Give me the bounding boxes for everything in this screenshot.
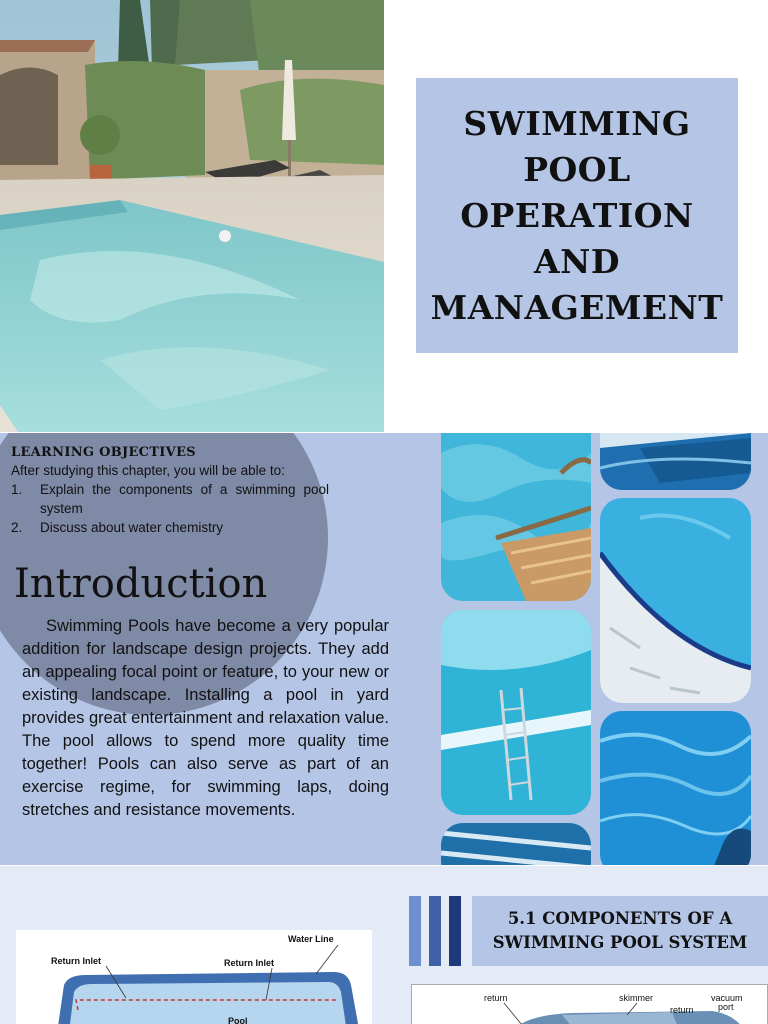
cover-title-line: OPERATION (460, 195, 694, 235)
objective-item (11, 480, 329, 518)
pool-underwater-image (441, 610, 591, 815)
cover-title (431, 101, 724, 331)
pool-ladder-photo (441, 433, 591, 601)
pool-system-diagram (16, 930, 372, 1024)
label-skimmer: skimmer (619, 993, 653, 1003)
label-return: return (484, 993, 508, 1003)
section-title (493, 907, 748, 955)
pool-underwater-photo (441, 610, 591, 815)
pool-ladder-image (441, 433, 591, 601)
label-return-inlet-left: Return Inlet (51, 956, 102, 966)
label-vacuum: vacuum (711, 993, 743, 1003)
label-port: port (718, 1002, 734, 1012)
pool-water-photo (600, 711, 751, 865)
section-title-box (472, 896, 768, 966)
pool-edge-photo (600, 498, 751, 703)
label-pool: Pool (228, 1016, 248, 1024)
introduction-heading: Introduction (14, 561, 268, 607)
pool-components-image (412, 985, 768, 1024)
label-return-2: return (670, 1005, 694, 1015)
objectives-list (11, 480, 329, 537)
objective-item (11, 518, 329, 537)
objectives-heading: LEARNING OBJECTIVES (11, 445, 196, 460)
accent-bar (429, 896, 441, 966)
pool-components-photo (411, 984, 768, 1024)
learning-objectives (11, 445, 329, 537)
objective-number: 1. (11, 482, 23, 497)
cover-title-line: MANAGEMENT (430, 287, 724, 327)
cover-title-line: SWIMMING (463, 103, 691, 143)
pool-system-drawing (16, 930, 372, 1024)
objectives-intro: After studying this chapter, you will be able to: (11, 463, 285, 478)
section-title-line: SWIMMING POOL SYSTEM (492, 933, 748, 952)
hero-pool-photo (0, 0, 384, 432)
pool-floor-photo (441, 823, 591, 865)
objective-text: Discuss about water chemistry (40, 520, 224, 535)
objective-text: Explain the components of a swimming pool system (40, 482, 329, 516)
introduction-paragraph: Swimming Pools have become a very popular addition for landscape design projects. They add an appealing focal point or feature, to your new or existing landscape. Installing a pool in yard provides great entertainment and relaxation value. The pool allows to spend more quality time together! Pools can also serve as part of an exercise regime, for swimming laps, doing stretches and resistance movements. (22, 617, 389, 819)
label-water-line: Water Line (288, 934, 334, 944)
cover-title-line: AND (534, 241, 620, 281)
cover-title-line: POOL (523, 149, 631, 189)
pool-floor-image (441, 823, 591, 865)
accent-bar (409, 896, 421, 966)
pool-steps-image (600, 433, 751, 490)
cover-title-box (416, 78, 738, 353)
pool-water-image (600, 711, 751, 865)
section-title-line: 5.1 COMPONENTS OF A (507, 909, 733, 928)
label-return-inlet-right: Return Inlet (224, 958, 275, 968)
hero-pool-illustration (0, 0, 384, 432)
components-section (0, 866, 768, 1024)
introduction-section (0, 433, 768, 865)
pool-edge-image (600, 498, 751, 703)
objective-number: 2. (11, 520, 23, 535)
accent-bar (449, 896, 461, 966)
pool-steps-photo (600, 433, 751, 490)
